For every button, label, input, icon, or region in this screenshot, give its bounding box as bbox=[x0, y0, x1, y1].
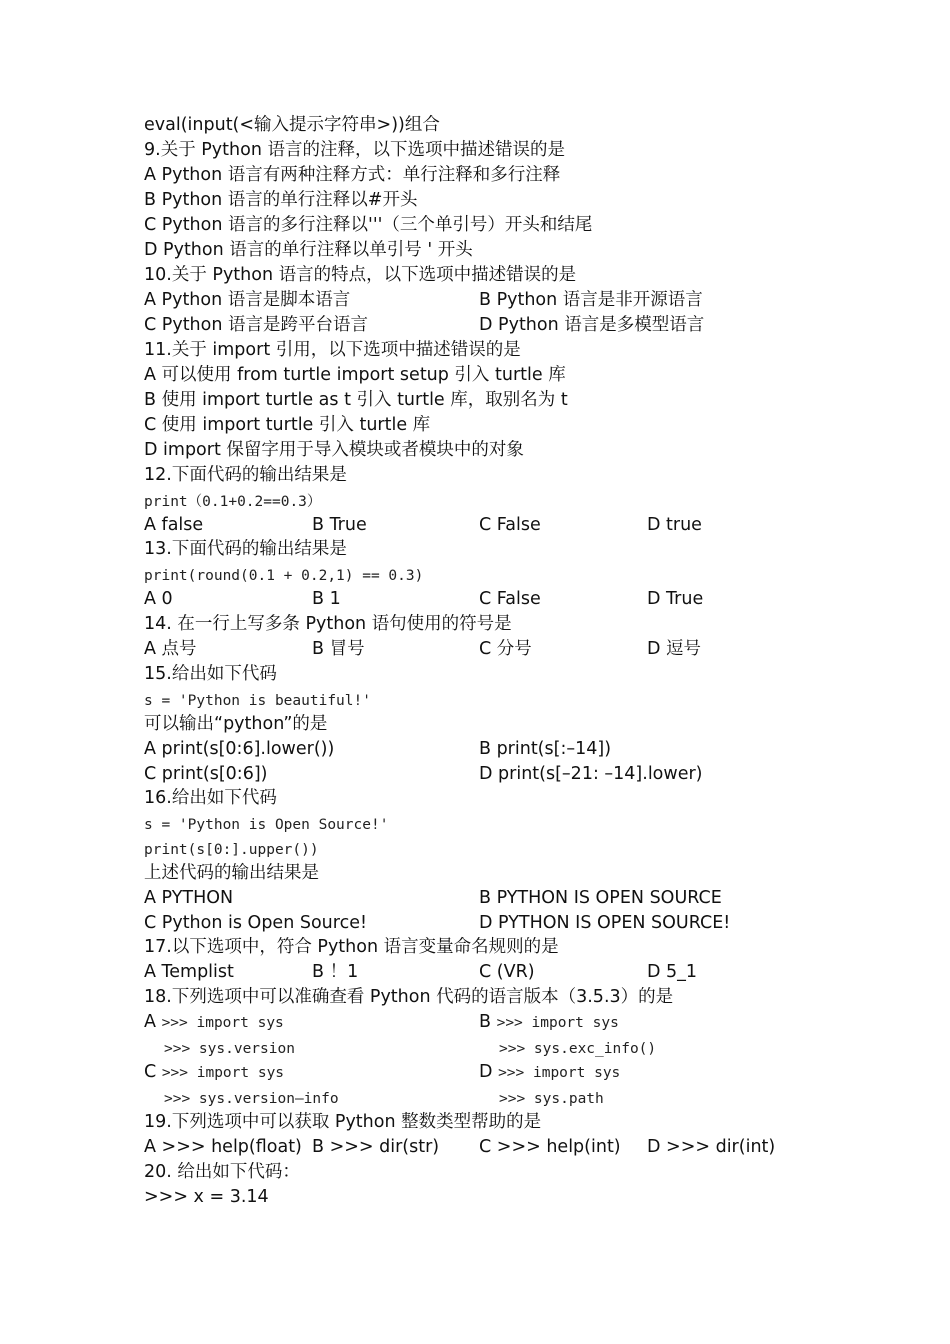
option-12b: B True bbox=[312, 515, 367, 535]
option-9b: B Python 语言的单行注释以#开头 bbox=[144, 190, 418, 210]
code-line: print（0.1+0.2==0.3） bbox=[144, 494, 322, 510]
option-10b: B Python 语言是非开源语言 bbox=[479, 290, 703, 310]
option-17d: D 5_1 bbox=[647, 962, 698, 982]
option-15b: B print(s[:–14]) bbox=[479, 739, 612, 759]
option-19c: C >>> help(int) bbox=[479, 1137, 621, 1157]
code-line: print(s[0:].upper()) bbox=[144, 842, 319, 858]
question-11: 11.关于 import 引用，以下选项中描述错误的是 bbox=[144, 340, 521, 360]
option-18a-letter: A bbox=[144, 1012, 156, 1032]
option-19a: A >>> help(float) bbox=[144, 1137, 302, 1157]
option-14a: A 点号 bbox=[144, 639, 197, 659]
option-13a: A 0 bbox=[144, 589, 173, 609]
option-18a-code: >>> import sys bbox=[161, 1015, 284, 1031]
question-19: 19.下列选项中可以获取 Python 整数类型帮助的是 bbox=[144, 1112, 542, 1132]
code-line: print(round(0.1 + 0.2,1) == 0.3) bbox=[144, 568, 424, 584]
option-18a-code: >>> sys.version bbox=[164, 1041, 295, 1057]
question-text: 可以输出“python”的是 bbox=[144, 714, 328, 734]
option-18b-letter: B bbox=[479, 1012, 492, 1032]
option-17a: A Templist bbox=[144, 962, 234, 982]
option-16b: B PYTHON IS OPEN SOURCE bbox=[479, 888, 722, 908]
question-12: 12.下面代码的输出结果是 bbox=[144, 465, 347, 485]
question-13: 13.下面代码的输出结果是 bbox=[144, 539, 347, 559]
option-11d: D import 保留字用于导入模块或者模块中的对象 bbox=[144, 440, 524, 460]
question-14: 14. 在一行上写多条 Python 语句使用的符号是 bbox=[144, 614, 512, 634]
option-19d: D >>> dir(int) bbox=[647, 1137, 776, 1157]
question-9: 9.关于 Python 语言的注释，以下选项中描述错误的是 bbox=[144, 140, 565, 160]
option-10a: A Python 语言是脚本语言 bbox=[144, 290, 351, 310]
option-10d: D Python 语言是多模型语言 bbox=[479, 315, 705, 335]
option-12c: C False bbox=[479, 515, 541, 535]
text-line: eval(input(<输入提示字符串>))组合 bbox=[144, 115, 440, 135]
question-20: 20. 给出如下代码： bbox=[144, 1162, 300, 1182]
option-14c: C 分号 bbox=[479, 639, 532, 659]
option-14b: B 冒号 bbox=[312, 639, 365, 659]
option-13d: D True bbox=[647, 589, 704, 609]
option-9c: C Python 语言的多行注释以'''（三个单引号）开头和结尾 bbox=[144, 215, 593, 235]
option-14d: D 逗号 bbox=[647, 639, 702, 659]
option-16c: C Python is Open Source! bbox=[144, 913, 367, 933]
option-17c: C (VR) bbox=[479, 962, 535, 982]
question-17: 17.以下选项中，符合 Python 语言变量命名规则的是 bbox=[144, 937, 559, 957]
option-17b: B ！1 bbox=[312, 962, 359, 982]
option-18d-code: >>> sys.path bbox=[499, 1091, 604, 1107]
option-18c-code: >>> sys.version—info bbox=[164, 1091, 339, 1107]
code-line: s = 'Python is Open Source!' bbox=[144, 817, 389, 833]
question-16: 16.给出如下代码 bbox=[144, 788, 277, 808]
option-9a: A Python 语言有两种注释方式：单行注释和多行注释 bbox=[144, 165, 561, 185]
option-18c-letter: C bbox=[144, 1062, 157, 1082]
option-18c-code: >>> import sys bbox=[161, 1065, 285, 1081]
question-10: 10.关于 Python 语言的特点，以下选项中描述错误的是 bbox=[144, 265, 577, 285]
option-13c: C False bbox=[479, 589, 541, 609]
code-line: >>> x = 3.14 bbox=[144, 1187, 269, 1207]
option-11b: B 使用 import turtle as t 引入 turtle 库，取别名为 t bbox=[144, 390, 568, 410]
option-18b-code: >>> import sys bbox=[496, 1015, 619, 1031]
option-11c: C 使用 import turtle 引入 turtle 库 bbox=[144, 415, 431, 435]
option-15c: C print(s[0:6]) bbox=[144, 764, 268, 784]
option-16a: A PYTHON bbox=[144, 888, 234, 908]
option-13b: B 1 bbox=[312, 589, 341, 609]
option-16d: D PYTHON IS OPEN SOURCE! bbox=[479, 913, 731, 933]
option-18d-letter: D bbox=[479, 1062, 493, 1082]
option-10c: C Python 语言是跨平台语言 bbox=[144, 315, 369, 335]
code-line: s = 'Python is beautiful!' bbox=[144, 693, 371, 709]
option-18d-code: >>> import sys bbox=[498, 1065, 621, 1081]
option-9d: D Python 语言的单行注释以单引号 ' 开头 bbox=[144, 240, 473, 260]
option-12a: A false bbox=[144, 515, 204, 535]
option-11a: A 可以使用 from turtle import setup 引入 turtle 库 bbox=[144, 365, 566, 385]
option-12d: D true bbox=[647, 515, 702, 535]
question-15: 15.给出如下代码 bbox=[144, 664, 277, 684]
option-18b-code: >>> sys.exc_info() bbox=[499, 1041, 657, 1057]
question-18: 18.下列选项中可以准确查看 Python 代码的语言版本（3.5.3）的是 bbox=[144, 987, 674, 1007]
option-15a: A print(s[0:6].lower()) bbox=[144, 739, 335, 759]
question-text: 上述代码的输出结果是 bbox=[144, 863, 319, 883]
option-15d: D print(s[–21: –14].lower) bbox=[479, 764, 703, 784]
option-19b: B >>> dir(str) bbox=[312, 1137, 440, 1157]
